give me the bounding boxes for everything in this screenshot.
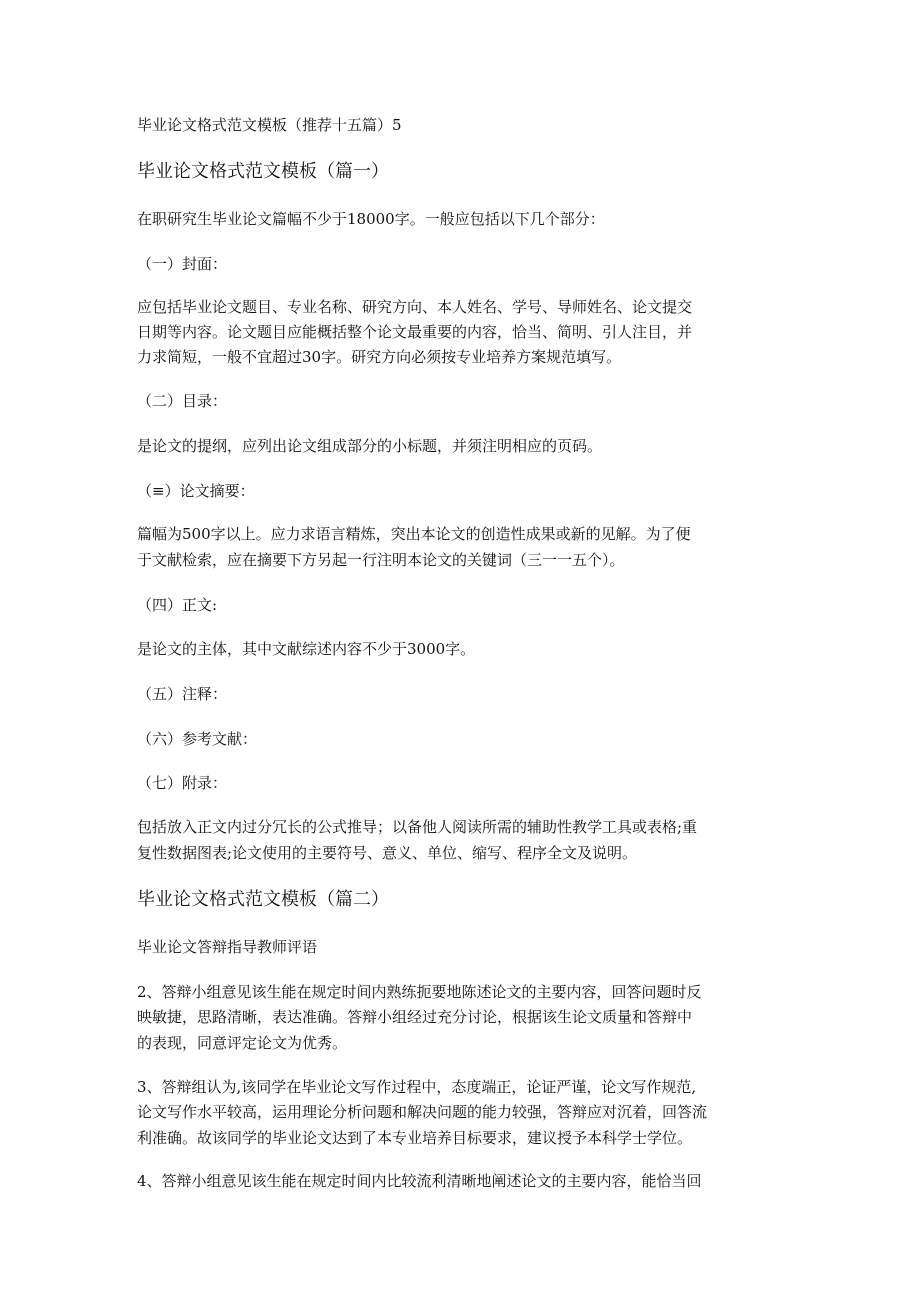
paragraph-line: 3、答辩组认为,该同学在毕业论文写作过程中，态度端正，论证严谨，论文写作规范, [137,1078,697,1096]
paragraph-line: 的表现，同意评定论文为优秀。 [137,1034,348,1052]
paragraph-line: 在职研究生毕业论文篇幅不少于18000字。一般应包括以下几个部分： [137,210,605,228]
section-heading-1: 毕业论文格式范文模板（篇一） [137,161,389,182]
subheading-references: （六）参考文献： [137,730,258,748]
paragraph-line: 于文献检索，应在摘要下方另起一行注明本论文的关键词（三一一五个）。 [137,551,625,569]
paragraph-line: 日期等内容。论文题目应能概括整个论文最重要的内容，恰当、简明、引人注目，并 [137,323,693,341]
subheading-notes: （五）注释： [137,685,228,703]
paragraph-line: 利准确。故该同学的毕业论文达到了本专业培养目标要求，建议授予本科学士学位。 [137,1129,693,1147]
paragraph-line: 2、答辩小组意见该生能在规定时间内熟练扼要地陈述论文的主要内容，回答问题时反 [137,983,702,1001]
subheading-appendix: （七）附录： [137,774,228,792]
paragraph-line: 是论文的主体，其中文献综述内容不少于3000字。 [137,640,476,658]
paragraph-line: 4、答辩小组意见该生能在规定时间内比较流利清晰地阐述论文的主要内容，能恰当回 [137,1172,702,1190]
subheading-body: （四）正文: [137,596,218,614]
document-title: 毕业论文格式范文模板（推荐十五篇）5 [137,116,402,134]
paragraph-line: 毕业论文答辩指导教师评语 [137,938,318,956]
paragraph-line: 论文写作水平较高，运用理论分析问题和解决问题的能力较强，答辩应对沉着，回答流 [137,1103,708,1121]
paragraph-line: 力求简短，一般不宜超过30字。研究方向必须按专业培养方案规范填写。 [137,348,622,366]
paragraph-line: 复性数据图表;论文使用的主要符号、意义、单位、缩写、程序全文及说明。 [137,844,638,862]
paragraph-line: 应包括毕业论文题目、专业名称、研究方向、本人姓名、学号、导师姓名、论文提交 [137,298,693,316]
subheading-cover: （一）封面： [137,255,228,273]
paragraph-line: 包括放入正文内过分冗长的公式推导；以备他人阅读所需的辅助性教学工具或表格;重 [137,818,698,836]
paragraph-line: 是论文的提纲，应列出论文组成部分的小标题，并须注明相应的页码。 [137,437,603,455]
paragraph-line: 映敏捷，思路清晰，表达准确。答辩小组经过充分讨论，根据该生论文质量和答辩中 [137,1008,693,1026]
section-heading-2: 毕业论文格式范文模板（篇二） [137,889,389,910]
subheading-toc: （二）目录： [137,392,228,410]
paragraph-line: 篇幅为500字以上。应力求语言精炼，突出本论文的创造性成果或新的见解。为了便 [137,525,691,543]
subheading-abstract: （≡）论文摘要： [137,482,255,500]
